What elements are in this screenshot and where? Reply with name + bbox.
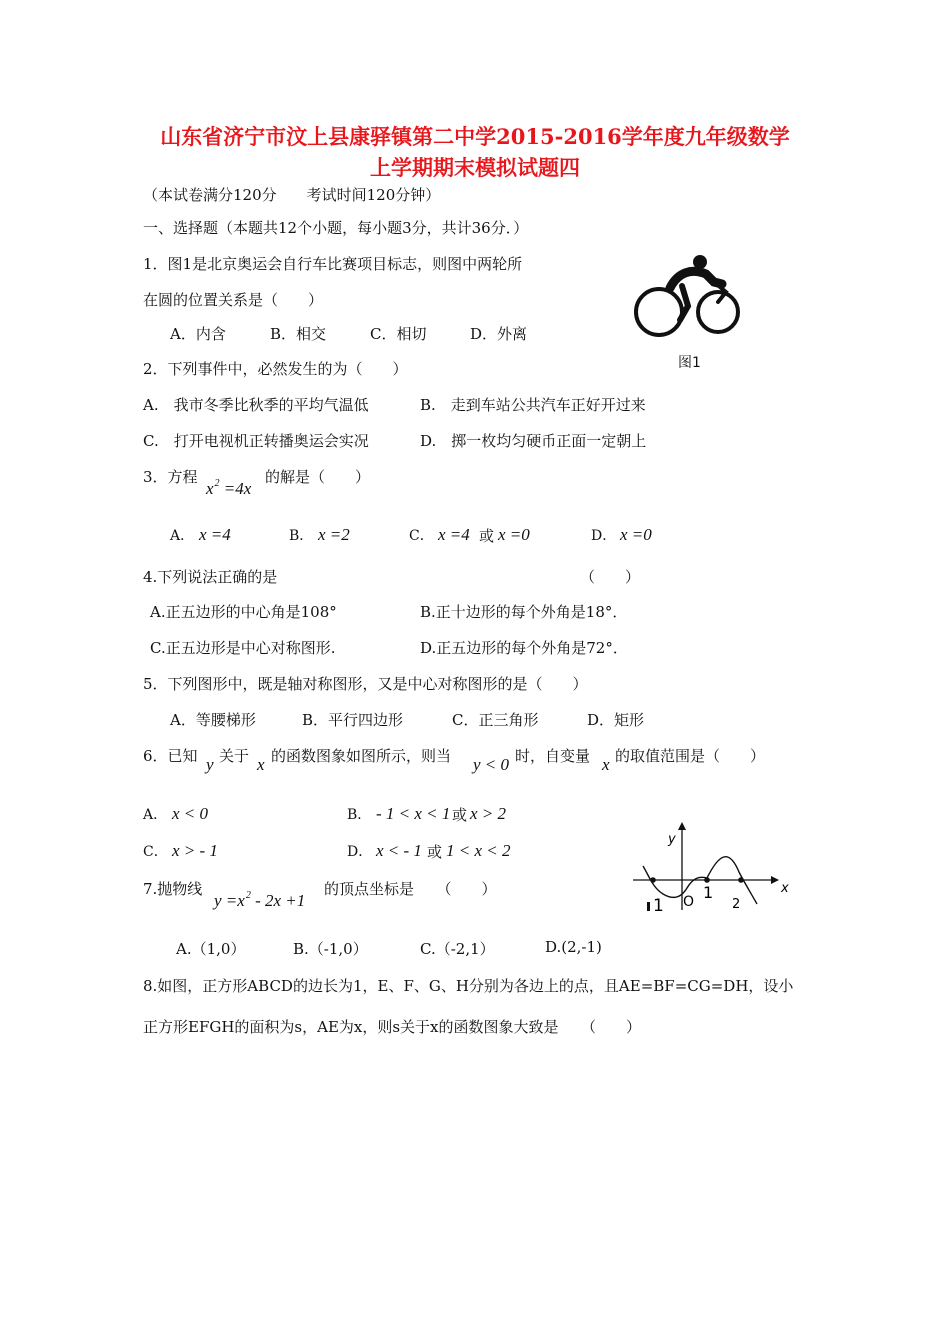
q6-b-math2: x > 2: [470, 804, 507, 823]
q6-t2: 关于: [219, 747, 250, 765]
graph-x-label: x: [781, 881, 789, 896]
q6-b-label: B．: [347, 807, 372, 823]
q8-line2: 正方形EFGH的面积为s，AE为x，则s关于x的函数图象大致是 （ ）: [143, 1018, 642, 1036]
q1-option-c: C．相切: [370, 325, 427, 343]
graph-minus-mark: [647, 902, 650, 911]
title-line-1: 山东省济宁市汶上县康驿镇第二中学2015-2016学年度九年级数学: [160, 124, 790, 149]
graph-neg-one-label: 1: [653, 896, 664, 916]
cycling-logo-figure: [630, 250, 746, 340]
q3-a-label: A．: [170, 528, 195, 544]
q6-x: x: [257, 755, 265, 774]
q5-option-a: A．等腰梯形: [170, 711, 256, 729]
q6-t3: 的函数图象如图所示，则当: [271, 747, 452, 765]
q5-option-b: B．平行四边形: [302, 711, 404, 729]
q7-option-b: B.（-1,0）: [293, 940, 368, 958]
title-line-2: 上学期期末模拟试题四: [370, 155, 580, 180]
root-1: [704, 877, 710, 883]
y-axis-arrow: [678, 822, 686, 830]
q3-c-or: 或: [479, 527, 495, 545]
graph-two-label: 2: [732, 897, 741, 912]
q3-prefix: 3．方程: [143, 468, 198, 486]
q6-d-label: D．: [347, 844, 373, 860]
q3-d-math: x =0: [620, 525, 652, 544]
q6-d-or: 或: [427, 843, 443, 861]
q7-equation: $y =x^2 - 2x +1$: [214, 890, 306, 910]
root-2: [738, 877, 744, 883]
q3-c-math2: x =0: [498, 525, 530, 544]
q6-t5: 的取值范围是（ ）: [615, 747, 766, 765]
q4-stem: 4.下列说法正确的是: [143, 568, 278, 586]
figure1-caption: 图1: [678, 355, 701, 371]
q6-function-graph: [625, 818, 800, 918]
q6-condition: y < 0: [473, 755, 510, 774]
section-heading: 一、选择题（本题共12个小题，每小题3分，共计36分．）: [143, 219, 529, 237]
q7-prefix: 7.抛物线: [143, 880, 203, 898]
q3-d-label: D．: [591, 528, 617, 544]
q6-b-or: 或: [452, 806, 468, 824]
q3-b-math: x =2: [318, 525, 350, 544]
root-neg-1: [650, 877, 656, 883]
q6-a-math: x < 0: [172, 804, 209, 823]
q2-option-d: D. 掷一枚均匀硬币正面一定朝上: [420, 432, 647, 450]
graph-origin-label: O: [683, 894, 695, 910]
graph-one-label: 1: [703, 883, 714, 902]
q4-option-b: B.正十边形的每个外角是18°．: [420, 603, 628, 621]
q6-d-math1: x < - 1: [376, 841, 422, 860]
q5-stem: 5．下列图形中，既是轴对称图形，又是中心对称图形的是（ ）: [143, 675, 588, 693]
q1-stem-line2: 在圆的位置关系是（ ）: [143, 291, 324, 309]
q3-suffix: 的解是（ ）: [265, 468, 371, 486]
x-axis-arrow: [771, 876, 779, 884]
q2-option-a: A. 我市冬季比秋季的平均气温低: [143, 396, 369, 414]
q3-c-label: C．: [409, 528, 434, 544]
q6-x2: x: [602, 755, 610, 774]
graph-y-label: y: [668, 832, 676, 847]
q1-option-a: A．内含: [170, 325, 226, 343]
q4-option-a: A.正五边形的中心角是108°: [150, 603, 337, 621]
q4-option-d: D.正五边形的每个外角是72°．: [420, 639, 628, 657]
q3-c-math1: x =4: [438, 525, 470, 544]
q2-option-c: C. 打开电视机正转播奥运会实况: [143, 432, 369, 450]
q6-b-math1: - 1 < x < 1: [376, 804, 451, 823]
q8-line1: 8.如图，正方形ABCD的边长为1，E、F、G、H分别为各边上的点，且AE=BF=CG=DH，设小: [143, 977, 794, 995]
q7-option-c: C.（-2,1）: [420, 940, 495, 958]
q6-c-math: x > - 1: [172, 841, 218, 860]
q6-d-math2: 1 < x < 2: [446, 841, 511, 860]
q6-c-label: C．: [143, 844, 168, 860]
exam-info: （本试卷满分120分 考试时间120分钟）: [143, 186, 441, 204]
q1-option-d: D．外离: [470, 325, 528, 343]
q4-option-c: C.正五边形是中心对称图形.: [150, 639, 336, 657]
q7-option-d: D.(2,-1): [545, 938, 602, 956]
q3-equation: $x^2 =4x$: [206, 478, 252, 498]
q6-y: y: [206, 755, 214, 774]
q5-option-d: D．矩形: [587, 711, 645, 729]
q7-option-a: A.（1,0）: [176, 940, 246, 958]
wheel-right: [698, 292, 738, 332]
q6-t4: 时，自变量: [515, 747, 591, 765]
wheel-left: [636, 289, 682, 335]
q4-paren: （ ）: [580, 568, 641, 586]
rider-body: [670, 271, 722, 288]
q5-option-c: C．正三角形: [452, 711, 539, 729]
q6-t1: 6．已知: [143, 747, 198, 765]
q6-a-label: A．: [143, 807, 168, 823]
q1-option-b: B．相交: [270, 325, 327, 343]
q2-option-b: B. 走到车站公共汽车正好开过来: [420, 396, 646, 414]
q3-a-math: x =4: [199, 525, 231, 544]
q7-suffix: 的顶点坐标是 （ ）: [324, 880, 497, 898]
q1-stem-line1: 1．图1是北京奥运会自行车比赛项目标志，则图中两轮所: [143, 255, 523, 273]
q2-stem: 2．下列事件中，必然发生的为（ ）: [143, 360, 408, 378]
q3-b-label: B．: [289, 528, 314, 544]
